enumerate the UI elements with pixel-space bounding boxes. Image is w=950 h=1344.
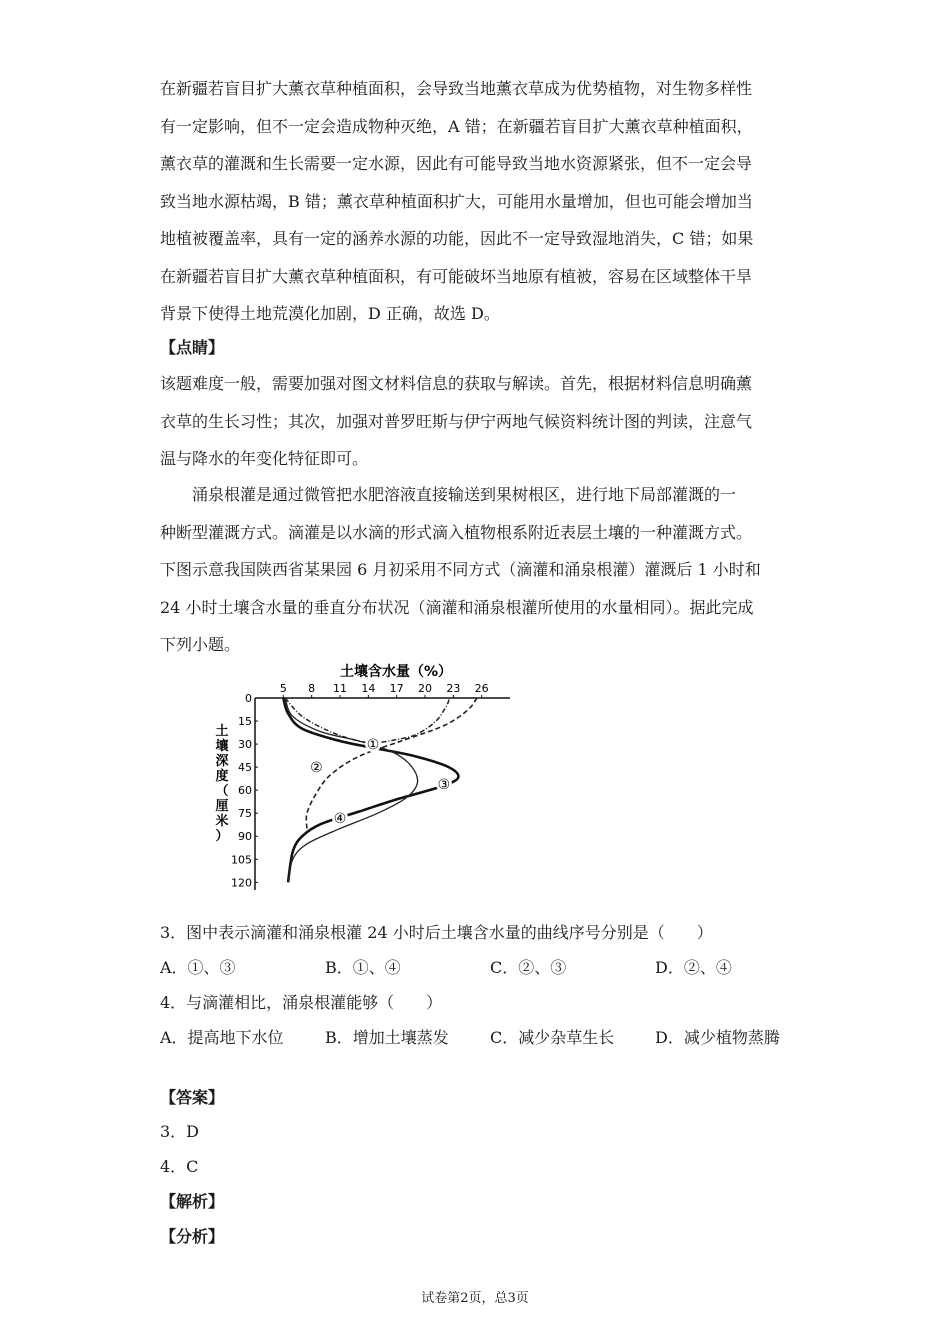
y-tick-labels	[231, 692, 258, 889]
text-line: 致当地水源枯竭，B 错；薰衣草种植面积扩大，可能用水量增加，但也可能会增加当	[160, 191, 753, 211]
text-line: 背景下使得土地荒漠化加剧，D 正确，故选 D。	[160, 304, 500, 323]
y-tick-label: 15	[238, 715, 252, 729]
text-line: 有一定影响，但不一定会造成物种灭绝，A 错；在新疆若盲目扩大薰衣草种植面积，	[160, 116, 753, 136]
text-line: 24 小时土壤含水量的垂直分布状况（滴灌和涌泉根灌所使用的水量相同）。据此完成	[160, 597, 754, 617]
x-tick-label: 26	[474, 682, 489, 695]
y-tick-label: 75	[238, 807, 252, 821]
curve-label-1: ①	[366, 737, 380, 754]
text-line: 在新疆若盲目扩大薰衣草种植面积，有可能破坏当地原有植被，容易在区域整体干旱	[160, 266, 753, 286]
y-label-char: 深	[215, 754, 229, 769]
curve-label-3: ③	[437, 777, 451, 794]
y-label-char: 米	[215, 814, 229, 829]
fenxi-heading: 【分析】	[160, 1227, 225, 1246]
text-line: 温与降水的年变化特征即可。	[160, 449, 369, 468]
y-label-char: 土	[215, 724, 229, 739]
text-line: 衣草的生长习性；其次，加强对普罗旺斯与伊宁两地气候资料统计图的判读，注意气	[160, 411, 753, 431]
q3-option-a[interactable]: A．①、③	[160, 958, 236, 977]
q4-option-b[interactable]: B．增加土壤蒸发	[325, 1028, 449, 1047]
y-tick-label: 45	[238, 761, 252, 775]
y-axis-label	[214, 723, 228, 844]
dianjing-heading: 【点睛】	[160, 338, 225, 357]
text-line: 地植被覆盖率，具有一定的涵养水源的功能，因此不一定导致湿地消失，C 错；如果	[160, 229, 754, 248]
series-curve-1	[285, 698, 448, 743]
paragraph-material	[160, 476, 785, 664]
y-tick-label: 30	[238, 738, 252, 752]
x-tick-label: 8	[308, 682, 316, 695]
paragraph-dianjing	[160, 365, 785, 478]
y-label-char: 厘	[215, 799, 229, 814]
curve-label-2: ②	[310, 760, 323, 777]
text-line: 该题难度一般，需要加强对图文材料信息的获取与解读。首先，根据材料信息明确薰	[160, 374, 753, 393]
y-label-char: ）	[215, 829, 229, 844]
x-tick-label: 20	[418, 682, 432, 695]
text-line: 种断型灌溉方式。滴灌是以水滴的形式滴入植物根系附近表层土壤的一种灌溉方式。	[160, 522, 753, 542]
y-tick-label: 120	[231, 876, 252, 890]
q3-option-d[interactable]: D．②、④	[655, 958, 732, 977]
x-tick-label: 11	[333, 682, 347, 695]
question-4-stem: 4．与滴灌相比，涌泉根灌能够（ ）	[160, 993, 443, 1012]
q4-option-a[interactable]: A．提高地下水位	[160, 1028, 284, 1047]
q4-option-d[interactable]: D．减少植物蒸腾	[655, 1028, 780, 1047]
y-tick-label: 90	[238, 830, 252, 844]
y-label-char: （	[215, 784, 229, 799]
text-line: 薰衣草的灌溉和生长需要一定水源，因此有可能导致当地水资源紧张，但不一定会导	[160, 154, 753, 173]
q3-option-b[interactable]: B．①、④	[325, 958, 401, 977]
x-tick-label: 5	[279, 682, 287, 695]
q3-option-c[interactable]: C．②、③	[490, 958, 567, 977]
answer-heading: 【答案】	[160, 1088, 225, 1107]
jiexi-heading: 【解析】	[160, 1192, 225, 1211]
chart-svg	[210, 660, 520, 900]
text-line: 下列小题。	[160, 635, 241, 654]
y-tick-label: 60	[238, 784, 252, 798]
chart-title: 土壤含水量（%）	[340, 664, 453, 680]
text-line: 在新疆若盲目扩大薰衣草种植面积，会导致当地薰衣草成为优势植物，对生物多样性	[160, 79, 753, 98]
soil-moisture-chart	[210, 660, 520, 900]
answer-4: 4．C	[160, 1157, 199, 1176]
y-tick-label: 105	[231, 853, 252, 867]
y-label-char: 壤	[215, 739, 229, 754]
answer-3: 3．D	[160, 1122, 200, 1141]
x-tick-labels	[280, 682, 489, 698]
question-3-stem: 3．图中表示滴灌和涌泉根灌 24 小时后土壤含水量的曲线序号分别是（ ）	[160, 923, 713, 942]
text-line: 涌泉根灌是通过微管把水肥溶液直接输送到果树根区，进行地下局部灌溉的一	[160, 485, 737, 504]
x-tick-label: 23	[446, 682, 461, 695]
y-tick-label: 0	[245, 692, 252, 705]
curve-label-4: ④	[333, 810, 347, 827]
x-tick-label: 14	[361, 682, 376, 695]
paragraph-analysis	[160, 70, 785, 333]
y-label-char: 度	[215, 769, 229, 784]
page-footer: 试卷第2页，总3页	[421, 1291, 529, 1306]
q4-option-c[interactable]: C．减少杂草生长	[490, 1028, 615, 1047]
text-line: 下图示意我国陕西省某果园 6 月初采用不同方式（滴灌和涌泉根灌）灌溉后 1 小时和	[160, 560, 761, 579]
series-curve-4	[285, 698, 417, 882]
series-curve-3	[283, 698, 458, 882]
x-tick-label: 17	[389, 682, 404, 695]
chart-axes	[255, 698, 510, 890]
series-curve-2	[306, 698, 477, 829]
